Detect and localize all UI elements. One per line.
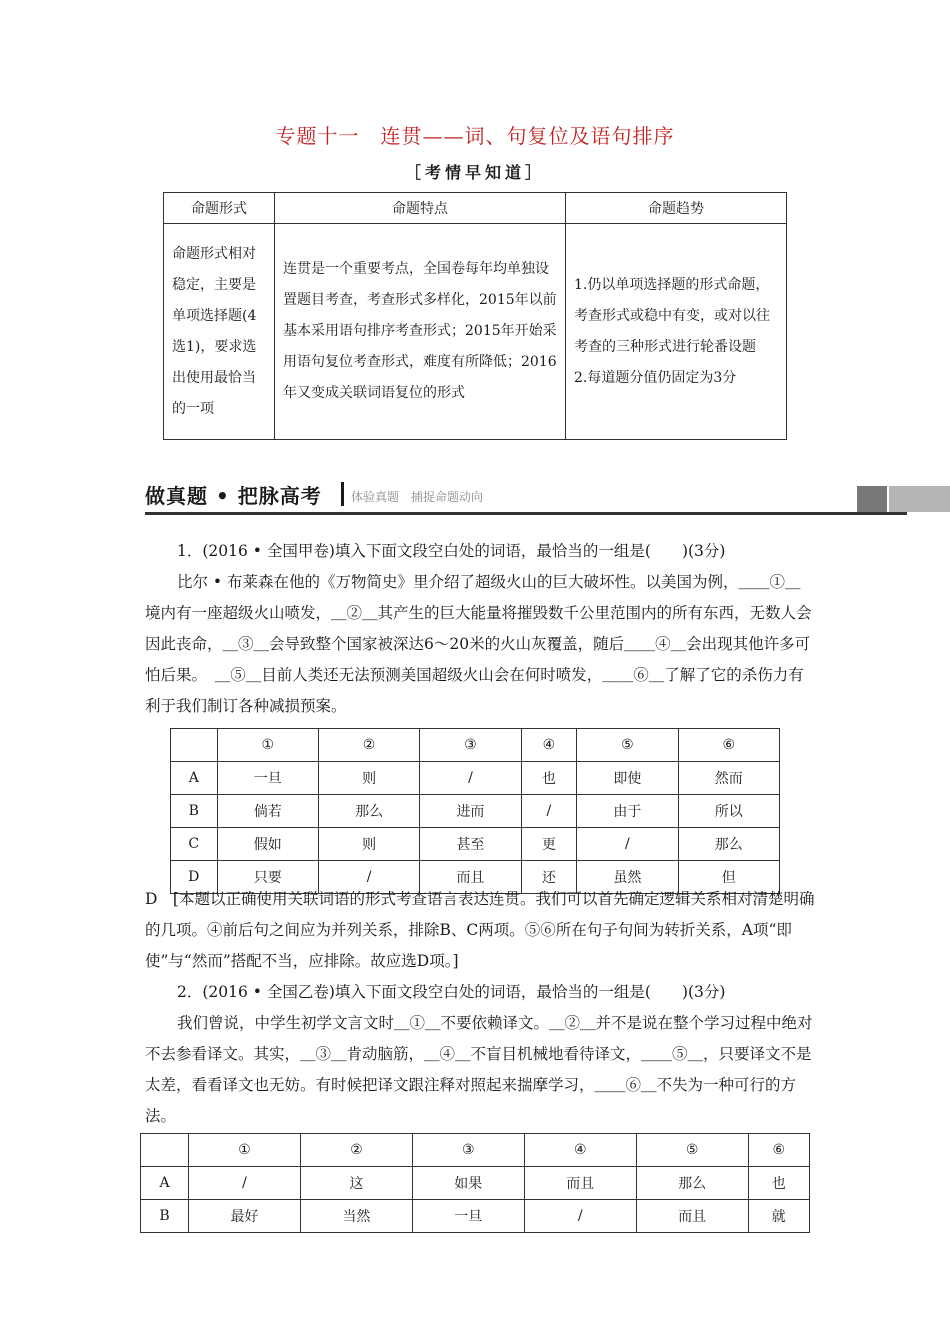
opt-cell: / xyxy=(577,828,678,861)
question-2-stem: 2．(2016 • 全国乙卷)填入下面文段空白处的词语，最恰当的一组是( )(3分) xyxy=(177,983,726,1001)
opt-cell: 所以 xyxy=(678,795,779,828)
opt-header: ① xyxy=(217,729,318,762)
opt-header: ② xyxy=(300,1134,412,1167)
opt-cell: 一旦 xyxy=(412,1200,524,1233)
banner-decoration-light xyxy=(889,486,950,512)
opt-cell: 而且 xyxy=(636,1200,748,1233)
opt-cell: 然而 xyxy=(678,762,779,795)
opt-cell: 进而 xyxy=(420,795,521,828)
table-cell-form: 命题形式相对稳定，主要是单项选择题(4选1)，要求选出使用最恰当的一项 xyxy=(164,224,275,440)
opt-cell: B xyxy=(141,1200,189,1233)
opt-header: ③ xyxy=(412,1134,524,1167)
opt-header: ① xyxy=(189,1134,301,1167)
opt-cell: 只要 xyxy=(217,861,318,894)
banner-subtitle: 体验真题 捕捉命题动向 xyxy=(351,490,484,504)
opt-header: ③ xyxy=(420,729,521,762)
opt-header: ④ xyxy=(521,729,577,762)
opt-cell: 则 xyxy=(318,828,419,861)
question-1-options-table xyxy=(170,728,780,894)
question-2-passage: 我们曾说，中学生初学文言文时＿①＿不要依赖译文。＿②＿并不是说在整个学习过程中绝对不去参看译文。其实，＿③＿肯动脑筋，＿④＿不盲目机械地看待译文，＿＿⑤＿，只要译文不是太差，看看译文也无妨。有时候把译文跟注释对照起来揣摩学习，＿＿⑥＿不失为一种可行的方法。 xyxy=(145,1014,813,1125)
section-banner xyxy=(145,480,907,515)
opt-cell: 假如 xyxy=(217,828,318,861)
banner-title: 做真题 • 把脉高考 xyxy=(145,484,322,508)
opt-cell: A xyxy=(141,1167,189,1200)
opt-cell: C xyxy=(171,828,218,861)
opt-cell: 甚至 xyxy=(420,828,521,861)
opt-cell: / xyxy=(420,762,521,795)
table-header: 命题特点 xyxy=(275,193,566,224)
question-1-passage: 比尔 • 布莱森在他的《万物简史》里介绍了超级火山的巨大破坏性。以美国为例，＿＿①＿境内有一座超级火山喷发，＿②＿其产生的巨大能量将摧毁数千公里范围内的所有东西，无数人会因此丧命，＿③＿会导致整个国家被深达6～20米的火山灰覆盖，随后＿＿④＿会出现其他许多可怕后果。 ＿⑤＿目前人类还无法预测美国超级火山会在何时喷发，＿＿⑥＿了解了它的杀伤力有利于我们制订各种减损预案。 xyxy=(145,573,812,715)
table-header: 命题趋势 xyxy=(566,193,787,224)
exam-info-table xyxy=(163,192,787,440)
question-1-stem: 1．(2016 • 全国甲卷)填入下面文段空白处的词语，最恰当的一组是( )(3分) xyxy=(177,542,726,560)
opt-cell: A xyxy=(171,762,218,795)
banner-decoration-dark xyxy=(857,486,887,512)
opt-cell: 最好 xyxy=(189,1200,301,1233)
opt-cell: 但 xyxy=(678,861,779,894)
question-2-options-table xyxy=(140,1133,810,1233)
question-1-answer: D [本题以正确使用关联词语的形式考查语言表达连贯。我们可以首先确定逻辑关系相对清楚明确的几项。④前后句之间应为并列关系，排除B、C两项。⑤⑥所在句子句间为转折关系，A项“即使”与“然而”搭配不当，应排除。故应选D项。] xyxy=(145,890,815,970)
table-cell-trend: 1.仍以单项选择题的形式命题，考查形式或稳中有变，或对以往考查的三种形式进行轮番设题 2.每道题分值仍固定为3分 xyxy=(566,224,787,440)
opt-cell: 即使 xyxy=(577,762,678,795)
opt-cell: / xyxy=(189,1167,301,1200)
opt-cell: 也 xyxy=(748,1167,809,1200)
opt-cell: 则 xyxy=(318,762,419,795)
opt-cell: 那么 xyxy=(678,828,779,861)
opt-cell: / xyxy=(524,1200,636,1233)
opt-cell: 当然 xyxy=(300,1200,412,1233)
opt-cell: 倘若 xyxy=(217,795,318,828)
opt-cell: / xyxy=(521,795,577,828)
opt-cell: 那么 xyxy=(636,1167,748,1200)
opt-cell: D xyxy=(171,861,218,894)
opt-cell: B xyxy=(171,795,218,828)
opt-cell: 而且 xyxy=(420,861,521,894)
section-subtitle: ［考情早知道］ xyxy=(404,163,545,182)
opt-cell: 如果 xyxy=(412,1167,524,1200)
opt-cell: 那么 xyxy=(318,795,419,828)
opt-header: ⑥ xyxy=(678,729,779,762)
opt-header xyxy=(171,729,218,762)
opt-header xyxy=(141,1134,189,1167)
table-cell-feature: 连贯是一个重要考点，全国卷每年均单独设置题目考查，考查形式多样化，2015年以前基本采用语句排序考查形式；2015年开始采用语句复位考查形式，难度有所降低；2016年又变成关联词语复位的形式 xyxy=(275,224,566,440)
opt-header: ② xyxy=(318,729,419,762)
opt-cell: / xyxy=(318,861,419,894)
opt-header: ⑤ xyxy=(577,729,678,762)
opt-cell: 由于 xyxy=(577,795,678,828)
page-title: 专题十一 连贯——词、句复位及语句排序 xyxy=(275,124,675,148)
opt-header: ④ xyxy=(524,1134,636,1167)
opt-cell: 就 xyxy=(748,1200,809,1233)
banner-separator xyxy=(341,482,344,506)
opt-cell: 还 xyxy=(521,861,577,894)
opt-header: ⑤ xyxy=(636,1134,748,1167)
opt-cell: 虽然 xyxy=(577,861,678,894)
opt-cell: 一旦 xyxy=(217,762,318,795)
opt-cell: 这 xyxy=(300,1167,412,1200)
opt-cell: 更 xyxy=(521,828,577,861)
table-header: 命题形式 xyxy=(164,193,275,224)
opt-cell: 也 xyxy=(521,762,577,795)
opt-header: ⑥ xyxy=(748,1134,809,1167)
opt-cell: 而且 xyxy=(524,1167,636,1200)
